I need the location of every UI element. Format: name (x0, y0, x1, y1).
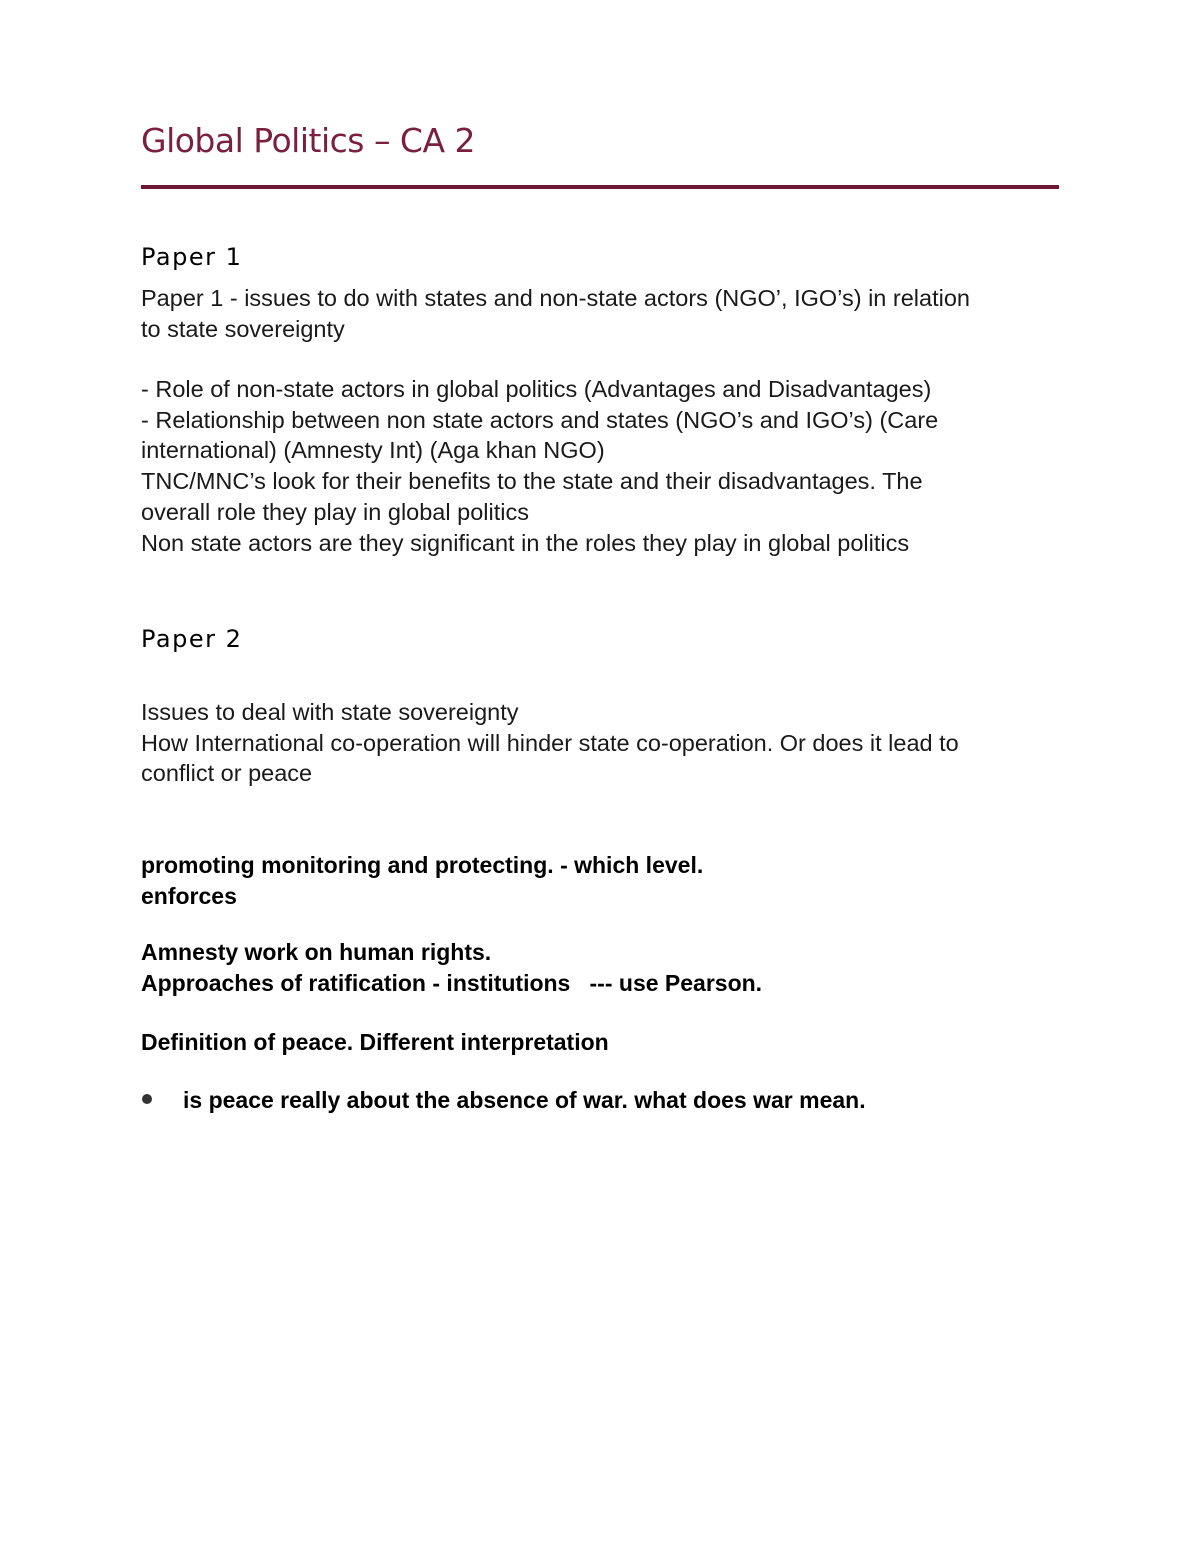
paragraph-line: Approaches of ratification - institutions --- use Pearson. (141, 969, 763, 996)
paper-2-heading: Paper 2 (141, 625, 243, 653)
peace-definition (141, 1027, 1051, 1058)
bullet-dot-icon (142, 1094, 152, 1104)
paragraph-line: conflict or peace (141, 760, 313, 787)
amnesty-notes (141, 937, 1051, 998)
paragraph-line: international) (Amnesty Int) (Aga khan NGO) (141, 437, 605, 464)
paragraph-line: overall role they play in global politics (141, 498, 529, 525)
paragraph-line: Amnesty work on human rights. (141, 939, 492, 965)
paper-1-notes (141, 374, 1051, 558)
paper-2-intro (141, 697, 1051, 789)
bullet-item-text: is peace really about the absence of war. what does war mean. (183, 1087, 866, 1113)
paragraph-line: TNC/MNC’s look for their benefits to the state and their disadvantages. The (141, 468, 923, 495)
paragraph-line: Non state actors are they significant in the roles they play in global politics (141, 529, 910, 556)
paragraph-line: - Relationship between non state actors and states (NGO’s and IGO’s) (Care (141, 406, 939, 433)
paragraph-line: enforces (141, 882, 237, 909)
paragraph-line: - Role of non-state actors in global politics (Advantages and Disadvantages) (141, 376, 932, 402)
document-title: Global Politics – CA 2 (141, 121, 476, 160)
paragraph-line: Paper 1 - issues to do with states and non-state actors (NGO’, IGO’s) in relation (141, 285, 970, 311)
paragraph-line: How International co-operation will hinder state co-operation. Or does it lead to (141, 729, 959, 756)
paragraph-line: Definition of peace. Different interpretation (141, 1029, 609, 1055)
paper-1-heading: Paper 1 (141, 243, 243, 271)
paragraph-line: to state sovereignty (141, 315, 345, 342)
paragraph-line: promoting monitoring and protecting. - which level. (141, 852, 704, 878)
paper-1-intro (141, 283, 1051, 344)
paragraph-line: Issues to deal with state sovereignty (141, 699, 519, 725)
title-divider (141, 185, 1059, 189)
promoting-notes (141, 850, 1051, 911)
